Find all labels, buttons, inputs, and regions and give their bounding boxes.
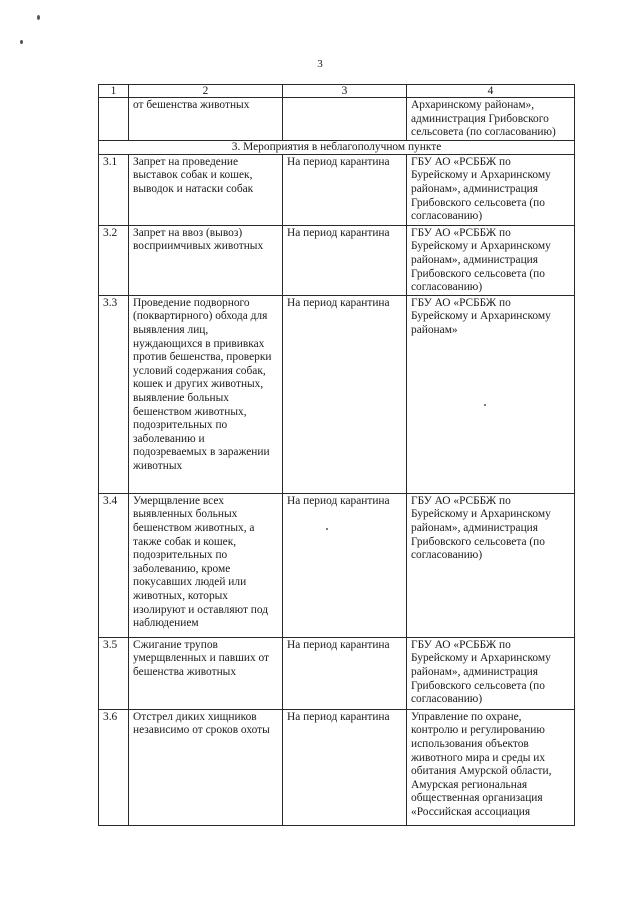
- section-title: 3. Мероприятия в неблагополучном пункте: [99, 140, 575, 154]
- header-cell: 2: [129, 85, 283, 98]
- period-cell: На период карантина: [283, 225, 407, 295]
- period-cell: [283, 98, 407, 141]
- row-number: 3.6: [99, 709, 129, 825]
- period-cell: На период карантина: [283, 709, 407, 825]
- measure-cell: Умерщвление всех выявленных больных бешенством животных, а также собак и кошек, подозрительных по заболеванию, кроме покусавших людей или животных, которых изолируют и оставляют под наблюдением: [129, 493, 283, 637]
- table-row-continued: [99, 98, 575, 141]
- measure-cell: Отстрел диких хищников независимо от сроков охоты: [129, 709, 283, 825]
- period-cell: На период карантина: [283, 493, 407, 637]
- table-row: [99, 493, 575, 637]
- table-row: [99, 637, 575, 709]
- table-row: [99, 154, 575, 225]
- row-number: 3.5: [99, 637, 129, 709]
- period-cell: На период карантина: [283, 295, 407, 493]
- measure-cell: Запрет на ввоз (вывоз) восприимчивых животных: [129, 225, 283, 295]
- responsible-cell: ГБУ АО «РСББЖ по Бурейскому и Архаринскому районам»: [407, 295, 575, 493]
- responsible-cell: ГБУ АО «РСББЖ по Бурейскому и Архаринскому районам», администрация Грибовского сельсовета (по согласованию): [407, 637, 575, 709]
- measures-table: [98, 84, 575, 826]
- measure-cell: Запрет на проведение выставок собак и кошек, выводок и натаски собак: [129, 154, 283, 225]
- period-cell: На период карантина: [283, 154, 407, 225]
- table-row: [99, 225, 575, 295]
- table-row: [99, 709, 575, 825]
- responsible-cell: Архаринскому районам», администрация Грибовского сельсовета (по согласованию): [407, 98, 575, 141]
- row-number: 3.4: [99, 493, 129, 637]
- header-cell: 1: [99, 85, 129, 98]
- measure-cell: Проведение подворного (поквартирного) обхода для выявления лиц, нуждающихся в прививках против бешенства, проверки условий содержания собак, кошек и других животных, выявление больных бешенством животных, подозрительных по заболеванию и подозреваемых в заражении животных: [129, 295, 283, 493]
- row-number: 3.3: [99, 295, 129, 493]
- measure-cell: Сжигание трупов умерщвленных и павших от бешенства животных: [129, 637, 283, 709]
- scan-speck: [37, 15, 40, 20]
- responsible-cell: ГБУ АО «РСББЖ по Бурейскому и Архаринскому районам», администрация Грибовского сельсовета (по согласованию): [407, 493, 575, 637]
- responsible-cell: Управление по охране, контролю и регулированию использования объектов животного мира и среды их обитания Амурской области, Амурская региональная общественная организация «Российская ассоциация: [407, 709, 575, 825]
- row-number: 3.1: [99, 154, 129, 225]
- measure-cell: от бешенства животных: [129, 98, 283, 141]
- scan-speck: [20, 40, 23, 44]
- page-number: 3: [317, 58, 323, 70]
- period-cell: На период карантина: [283, 637, 407, 709]
- responsible-cell: ГБУ АО «РСББЖ по Бурейскому и Архаринскому районам», администрация Грибовского сельсовета (по согласованию): [407, 225, 575, 295]
- header-cell: 4: [407, 85, 575, 98]
- section-title-row: [99, 140, 575, 154]
- table-header-row: [99, 85, 575, 98]
- table-row: [99, 295, 575, 493]
- row-number: 3.2: [99, 225, 129, 295]
- row-number: [99, 98, 129, 141]
- header-cell: 3: [283, 85, 407, 98]
- responsible-cell: ГБУ АО «РСББЖ по Бурейскому и Архаринскому районам», администрация Грибовского сельсовета (по согласованию): [407, 154, 575, 225]
